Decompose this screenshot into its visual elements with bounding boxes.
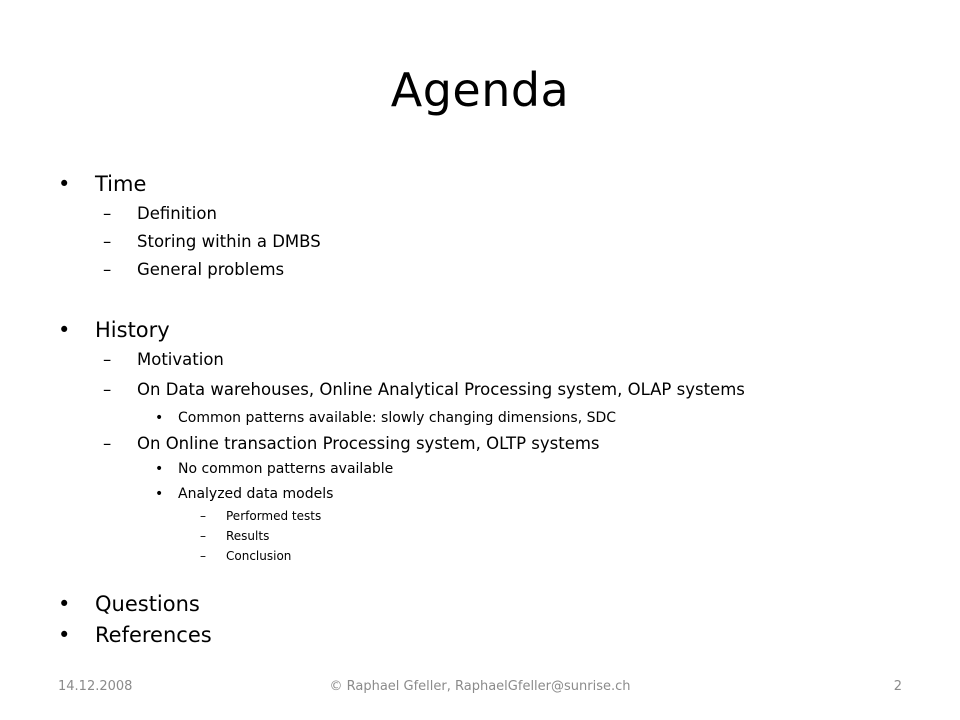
dash-icon: – (103, 380, 112, 399)
level4-performed-tests: Performed tests (226, 509, 322, 523)
subsubitem-analyzed-data-models: Analyzed data models (178, 486, 334, 502)
dash-icon: – (103, 260, 112, 279)
subitem-motivation: Motivation (137, 350, 224, 369)
subitem-olap: On Data warehouses, Online Analytical Processing system, OLAP systems (137, 380, 745, 399)
subitem-oltp: On Online transaction Processing system, OLTP systems (137, 434, 600, 453)
footer-copyright: © Raphael Gfeller, RaphaelGfeller@sunrise.ch (329, 679, 631, 694)
level4-conclusion: Conclusion (226, 549, 292, 563)
dash-icon: – (103, 350, 112, 369)
agenda-item-time: Time (95, 172, 147, 196)
subitem-storing: Storing within a DMBS (137, 232, 321, 251)
footer-date: 14.12.2008 (58, 679, 133, 694)
subitem-general-problems: General problems (137, 260, 285, 279)
dash-icon: – (200, 549, 206, 563)
bullet-icon: • (155, 410, 164, 426)
slide-title: Agenda (390, 63, 570, 117)
dash-icon: – (103, 204, 112, 223)
agenda-item-history: History (95, 318, 170, 342)
dash-icon: – (103, 232, 112, 251)
dash-icon: – (103, 434, 112, 453)
dash-icon: – (200, 509, 206, 523)
agenda-item-references: References (95, 623, 212, 647)
level4-results: Results (226, 529, 270, 543)
agenda-item-questions: Questions (95, 592, 200, 616)
bullet-icon: • (155, 486, 164, 502)
bullet-icon: • (58, 172, 71, 196)
bullet-icon: • (58, 592, 71, 616)
subsubitem-no-common-patterns: No common patterns available (178, 461, 394, 477)
bullet-icon: • (58, 318, 71, 342)
bullet-icon: • (58, 623, 71, 647)
subitem-definition: Definition (137, 204, 217, 223)
bullet-icon: • (155, 461, 164, 477)
subsubitem-common-patterns: Common patterns available: slowly changing dimensions, SDC (178, 410, 617, 426)
page-number: 2 (893, 679, 902, 694)
dash-icon: – (200, 529, 206, 543)
